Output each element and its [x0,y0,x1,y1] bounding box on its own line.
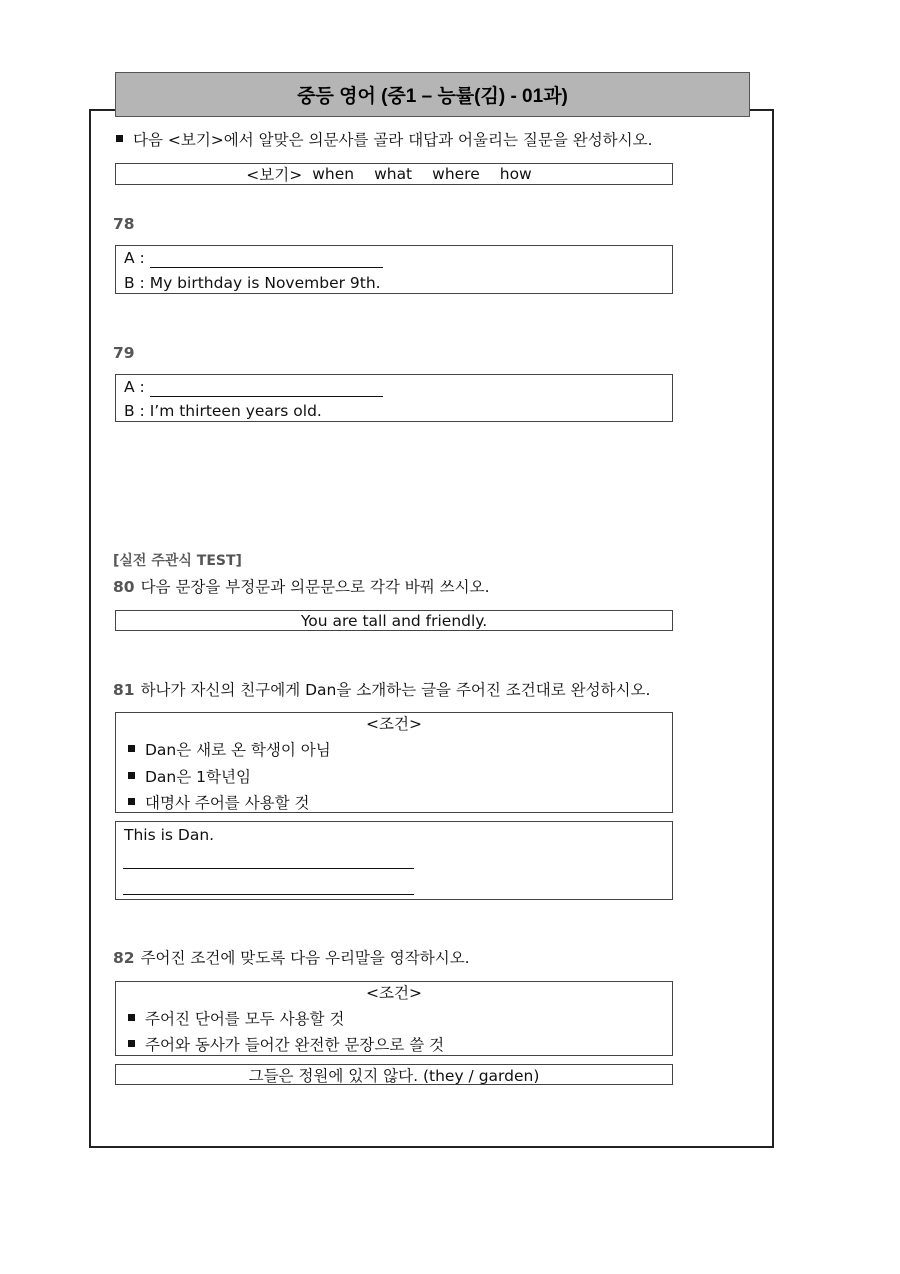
question-number-78: 78 [113,215,135,233]
word-where: where [432,165,480,183]
q81-condition-title: <조건> [366,715,422,733]
q79-line-b: B : I’m thirteen years old. [124,402,322,420]
square-bullet-icon [116,135,123,142]
q79-dialogue-box [115,374,673,422]
square-bullet-icon [128,798,135,805]
square-bullet-icon [128,745,135,752]
square-bullet-icon [128,772,135,779]
condition-text: 주어진 단어를 모두 사용할 것 [145,1010,345,1028]
q82-instruction [113,948,470,968]
q81-answer-start: This is Dan. [124,826,215,844]
speaker-a-label: A : [124,378,145,396]
q81-answer-box [115,821,673,900]
q78-line-b: B : My birthday is November 9th. [124,274,381,292]
q80-instruction [113,577,490,597]
square-bullet-icon [128,1040,135,1047]
condition-text: 대명사 주어를 사용할 것 [145,794,310,812]
page-title: 중등 영어 (중1 – 능률(김) - 01과) [115,72,750,117]
intro-instruction [116,130,653,150]
q81-answer-blank-2[interactable] [123,894,414,895]
q82-text: 주어진 조건에 맞도록 다음 우리말을 영작하시오. [140,949,470,967]
q82-condition-box [115,981,673,1056]
q79-answer-blank[interactable] [150,396,383,397]
example-label: <보기> [246,166,303,184]
q80-sentence-box [115,610,673,631]
q81-condition-2 [128,767,251,787]
q82-prompt: 그들은 정원에 있지 않다. (they / garden) [248,1066,540,1085]
question-number-81: 81 [113,681,135,699]
q82-condition-1 [128,1009,344,1029]
example-box [115,163,673,185]
q81-condition-box [115,712,673,813]
condition-text: Dan은 1학년임 [145,768,251,786]
word-how: how [499,165,532,183]
instruction-text: 다음 <보기>에서 알맞은 의문사를 골라 대답과 어울리는 질문을 완성하시오. [133,131,653,149]
q78-answer-blank[interactable] [150,267,383,268]
q81-condition-1 [128,740,331,760]
section-title: [실전 주관식 TEST] [113,553,242,569]
q79-line-a [124,377,383,397]
square-bullet-icon [128,1014,135,1021]
q81-instruction [113,680,650,700]
q80-text: 다음 문장을 부정문과 의문문으로 각각 바꿔 쓰시오. [140,578,490,596]
q81-answer-blank-1[interactable] [123,868,414,869]
q80-sentence: You are tall and friendly. [300,611,488,630]
word-what: what [374,165,413,183]
condition-text: 주어와 동사가 들어간 완전한 문장으로 쓸 것 [145,1036,445,1054]
speaker-a-label: A : [124,249,145,267]
q82-condition-2 [128,1035,444,1055]
question-number-80: 80 [113,578,135,596]
q78-line-a [124,248,383,268]
q78-dialogue-box [115,245,673,294]
q82-condition-title: <조건> [366,984,422,1002]
q81-text: 하나가 자신의 친구에게 Dan을 소개하는 글을 주어진 조건대로 완성하시오. [140,681,651,699]
condition-text: Dan은 새로 온 학생이 아님 [145,741,331,759]
question-number-79: 79 [113,344,135,362]
question-number-82: 82 [113,949,135,967]
q82-prompt-box [115,1064,673,1085]
q81-condition-3 [128,793,310,813]
word-when: when [312,165,355,183]
